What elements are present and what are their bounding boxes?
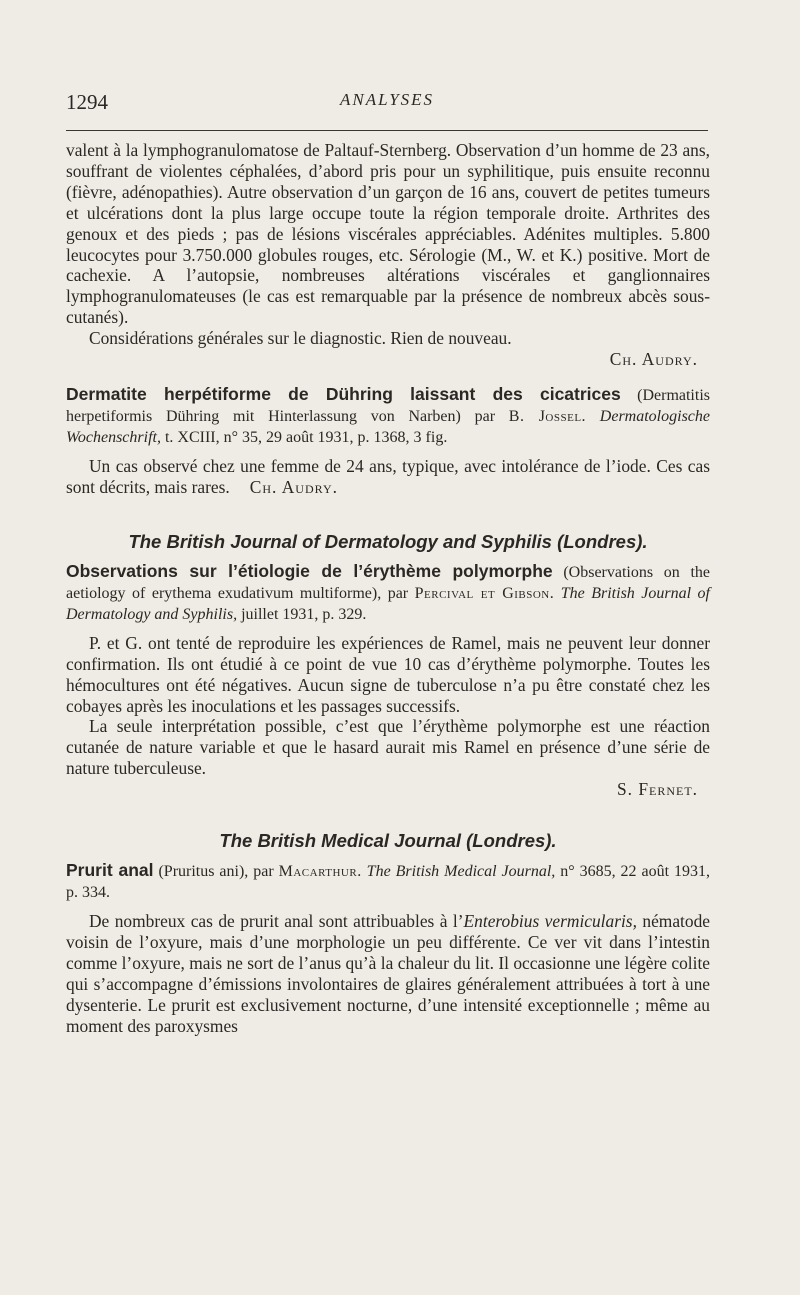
article-reference: (Pruritus ani), par [153,863,279,881]
continuation-paragraph: Considérations générales sur le diagnostic. Rien de nouveau. [89,328,512,349]
article-author: Percival et Gibson. [414,584,555,602]
page-content [66,140,710,1036]
article-body-text: nématode voisin de l’oxyure, mais d’une morphologie un peu différente. Ce ver vit dans l’intestin comme l’oxyure, mais ne sort de l’anus qu’à la chaleur du lit. Il occasionne une légère colite qui s’accompagne d’émissions involontaires de glaires généralement attribuées à tort à une dysenterie. Le prurit est exclusivement nocturne, d’une intensité exceptionnelle ; même au moment des paroxysmes [66,911,710,1036]
journal-name: The British Journal of Dermatology and Syphilis, [66,584,711,623]
article-body [66,456,710,498]
author-signature: Ch. Audry. [249,476,338,497]
journal-name: Dermatologische Wochenschrift, [66,407,710,446]
article-heading [66,561,710,625]
article-reference: (Dermatitis herpetiformis Dühring mit Hinterlassung von Narben) par [66,386,710,425]
article-heading [66,384,710,448]
article-body-text: De nombreux cas de prurit anal sont attribuables à l’ [89,911,464,932]
running-head: ANALYSES [339,90,435,109]
article-reference-details: n° 3685, 22 août 1931, p. 334. [66,863,711,902]
article-title: Prurit anal [66,860,154,881]
species-name: Enterobius vermicularis, [463,911,637,932]
article-body: P. et G. ont tenté de reproduire les expériences de Ramel, mais ne peuvent leur donner confirmation. Ils ont étudié à ce point de vue 10 cas d’érythème polymorphe. Toutes les hémocultures ont été négatives. Aucun signe de tuberculose n’a pu être constaté chez les cobayes après les inoculations et les passages successifs. [66,632,710,716]
article-author: B. Jossel. [508,407,587,425]
article-title: Observations sur l’étiologie de l’érythème polymorphe [66,560,553,581]
continuation-paragraph: valent à la lymphogranulomatose de Paltauf-Sternberg. Observation d’un homme de 23 ans, souffrant de violentes céphalées, d’abord pris pour un syphilitique, puis ensuite reconnu (fièvre, adénopathies). Autre observation d’un garçon de 16 ans, couvert de petites tumeurs et ulcérations dont la plus large occupe toute la région temporale droite. Arthrites des genoux et des pieds ; pas de lésions viscérales appréciables. Adénites multiples. 5.800 leucocytes pour 3.750.000 globules rouges, etc. Sérologie (M., W. et K.) positive. Mort de cachexie. A l’autopsie, nombreuses altérations viscérales et ganglionnaires lymphogranulomateuses (le cas est remarquable par la présence de nombreux abcès sous-cutanés). [66,140,710,328]
article-reference-details: t. XCIII, n° 35, 29 août 1931, p. 1368, 3 fig. [160,428,448,446]
journal-section-title: The British Medical Journal (Londres). [219,830,557,852]
journal-name: The British Medical Journal, [366,863,556,881]
article-heading [66,860,710,903]
page-header [66,90,708,131]
author-signature: S. Fernet. [616,779,698,800]
author-signature: Ch. Audry. [609,349,698,370]
article-body: La seule interprétation possible, c’est que l’érythème polymorphe est une réaction cutanée de nature variable et que le hasard aurait mis Ramel en présence d’une série de nature tuberculeuse. [66,716,710,779]
article-reference-details: juillet 1931, p. 329. [237,605,367,623]
article-author: Macarthur. [278,863,362,881]
journal-section-title: The British Journal of Dermatology and Syphilis (Londres). [128,530,648,552]
article-body [66,911,710,1036]
article-title: Dermatite herpétiforme de Dühring laissant des cicatrices [66,383,621,404]
page-number: 1294 [66,90,108,114]
article-body-text: Un cas observé chez une femme de 24 ans, typique, avec intolérance de l’iode. Ces cas sont décrits, mais rares. [66,455,710,497]
article-reference: (Observations on the aetiology of erythema exudativum multiforme), par [66,563,711,602]
